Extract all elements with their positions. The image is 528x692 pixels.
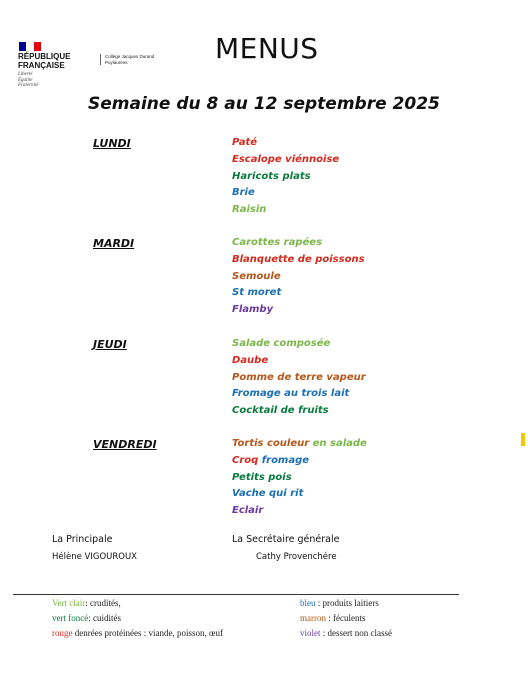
dish-item bbox=[232, 287, 281, 298]
legend-description: : féculents bbox=[326, 613, 366, 623]
dish-text: Fromage au trois lait bbox=[232, 388, 350, 400]
dish-item bbox=[232, 438, 367, 449]
legend-color-name: rouge bbox=[52, 628, 73, 638]
legend-item bbox=[300, 628, 392, 638]
dish-text: Pomme de terre vapeur bbox=[232, 371, 366, 383]
dish-text: Daube bbox=[232, 354, 269, 366]
dish-item bbox=[232, 488, 303, 499]
dish-item bbox=[232, 372, 366, 383]
legend-item bbox=[52, 598, 121, 608]
legend-description: : dessert non classé bbox=[320, 628, 392, 638]
flag-white-stripe bbox=[26, 42, 33, 51]
dish-item bbox=[232, 355, 268, 366]
dish-item bbox=[232, 187, 255, 198]
legend-item bbox=[52, 628, 223, 638]
legend-color-name: marron bbox=[300, 613, 326, 623]
dish-item bbox=[232, 304, 273, 315]
legend-description: : produits laitiers bbox=[315, 598, 379, 608]
dish-text: Paté bbox=[232, 137, 257, 148]
dish-item bbox=[232, 171, 311, 182]
college-line-2: Puylaurens bbox=[105, 59, 128, 65]
college-line-1: Collège Jacques Durand bbox=[105, 54, 155, 59]
dish-text: Vache qui rit bbox=[232, 488, 304, 500]
page-title: MENUS bbox=[215, 32, 319, 65]
dish-text: Haricots plats bbox=[232, 170, 311, 182]
flag-red-stripe bbox=[34, 42, 41, 51]
legend-item bbox=[300, 613, 366, 623]
week-subtitle: Semaine du 8 au 12 septembre 2025 bbox=[88, 94, 440, 114]
republique-francaise-logo bbox=[18, 53, 70, 70]
secretary-name: Cathy Provenchére bbox=[256, 552, 337, 562]
logo-line-2: FRANÇAISE bbox=[18, 60, 65, 70]
dish-item bbox=[232, 271, 281, 282]
republique-francaise-flag-icon bbox=[19, 42, 41, 51]
day-label-jeudi: JEUDI bbox=[93, 338, 127, 351]
dish-item bbox=[232, 137, 257, 148]
dish-item bbox=[232, 154, 339, 165]
motto-egalite: Égalité bbox=[18, 77, 33, 83]
yellow-marker bbox=[521, 433, 525, 446]
principal-title: La Principale bbox=[52, 534, 113, 545]
dish-text: Petits pois bbox=[232, 471, 292, 483]
legend-description: : crudités, bbox=[85, 598, 121, 608]
dish-item bbox=[232, 254, 365, 265]
dish-text: Flamby bbox=[232, 304, 274, 316]
dish-text: Salade composée bbox=[232, 338, 331, 349]
day-label-mardi: MARDI bbox=[93, 237, 135, 250]
secretary-title: La Secrétaire générale bbox=[232, 534, 340, 545]
legend-color-name: Vert clair bbox=[52, 598, 86, 608]
flag-blue-stripe bbox=[19, 42, 26, 51]
day-label-lundi: LUNDI bbox=[93, 137, 131, 150]
dish-item bbox=[232, 204, 266, 215]
dish-item bbox=[232, 472, 292, 483]
dish-text: St moret bbox=[232, 287, 282, 299]
motto-fraternite: Fraternité bbox=[18, 83, 39, 88]
logo-line-1: RÉPUBLIQUE bbox=[18, 52, 71, 61]
legend-divider bbox=[13, 594, 459, 595]
dish-text: Cocktail de fruits bbox=[232, 405, 329, 417]
dish-text: en salade bbox=[312, 438, 367, 449]
dish-item bbox=[232, 388, 349, 399]
dish-item bbox=[232, 405, 329, 416]
principal-name: Hélène VIGOUROUX bbox=[52, 552, 137, 562]
dish-text: Croq bbox=[232, 454, 262, 466]
dish-text: Escalope viénnoise bbox=[232, 153, 340, 165]
dish-item bbox=[232, 505, 263, 516]
motto-liberte: Liberté bbox=[18, 72, 33, 77]
legend-description: denrées protéinées : viande, poisson, œuf bbox=[72, 628, 223, 638]
dish-text: Blanquette de poissons bbox=[232, 253, 365, 265]
dish-text: Tortis couleur bbox=[232, 438, 313, 449]
day-label-vendredi: VENDREDI bbox=[93, 438, 157, 451]
dish-text: Carottes rapées bbox=[232, 237, 323, 248]
logo-motto bbox=[18, 72, 39, 89]
college-name bbox=[100, 54, 154, 65]
dish-text: Raisin bbox=[232, 204, 267, 216]
legend-description: : cuidités bbox=[88, 613, 121, 623]
dish-text: Semoule bbox=[232, 270, 281, 282]
dish-item bbox=[232, 338, 330, 349]
dish-item bbox=[232, 237, 322, 248]
dish-text: Eclair bbox=[232, 505, 264, 517]
legend-color-name: violet bbox=[300, 628, 321, 638]
legend-item bbox=[52, 613, 121, 623]
dish-item bbox=[232, 455, 309, 466]
dish-text: fromage bbox=[261, 454, 310, 466]
legend-color-name: bleu bbox=[300, 598, 316, 608]
dish-text: Brie bbox=[232, 187, 255, 199]
legend-item bbox=[300, 598, 379, 608]
legend-color-name: vert foncé bbox=[52, 613, 89, 623]
